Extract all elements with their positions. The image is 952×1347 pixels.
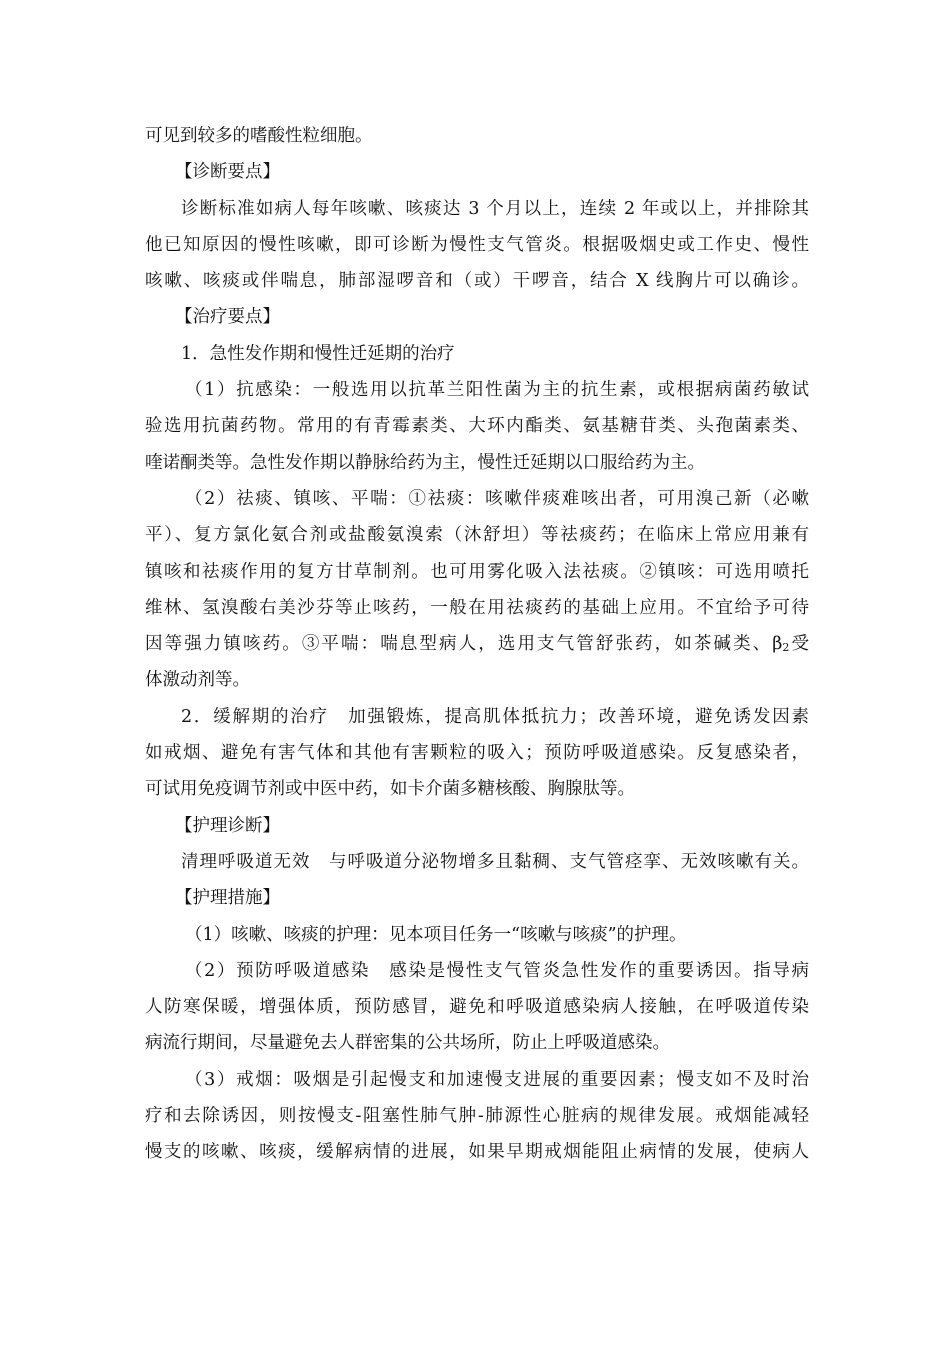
text-line-with-subscript (145, 626, 809, 662)
text-line: 人防寒保暖，增强体质，预防感冒，避免和呼吸道感染病人接触，在呼吸道传染 (145, 997, 809, 1018)
text-line: 2．缓解期的治疗 加强锻炼，提高肌体抵抗力；改善环境，避免诱发因素 (181, 706, 809, 727)
text-line: 慢支的咳嗽、咳痰，缓解病情的进展，如果早期戒烟能阻止病情的发展，使病人 (145, 1142, 809, 1163)
text-line: 病流行期间，尽量避免去人群密集的公共场所，防止上呼吸道感染。 (145, 1033, 670, 1054)
section-heading-nursing-diagnosis: 【护理诊断】 (175, 815, 280, 836)
text-line: 体激动剂等。 (145, 670, 250, 691)
text-line: （1）咳嗽、咳痰的护理：见本项目任务一“咳嗽与咳痰”的护理。 (185, 924, 687, 945)
text-segment: 受 (789, 634, 809, 655)
text-line: 他已知原因的慢性咳嗽，即可诊断为慢性支气管炎。根据吸烟史或工作史、慢性 (145, 234, 809, 255)
section-heading-treatment: 【治疗要点】 (175, 307, 280, 328)
text-line: 可试用免疫调节剂或中医中药，如卡介菌多糖核酸、胸腺肽等。 (145, 779, 635, 800)
text-line: （2）祛痰、镇咳、平喘：①祛痰：咳嗽伴痰难咳出者，可用溴己新（必嗽 (185, 488, 809, 509)
section-heading-diagnosis: 【诊断要点】 (175, 162, 280, 183)
text-segment: 因等强力镇咳药。③平喘：喘息型病人，选用支气管舒张药，如茶碱类、β (145, 634, 783, 655)
text-line: （3）戒烟：吸烟是引起慢支和加速慢支进展的重要因素；慢支如不及时治 (185, 1069, 809, 1090)
text-line: （1）抗感染：一般选用以抗革兰阳性菌为主的抗生素，或根据病菌药敏试 (185, 380, 809, 401)
text-line: （2）预防呼吸道感染 感染是慢性支气管炎急性发作的重要诱因。指导病 (185, 960, 809, 981)
text-line: 维林、氢溴酸右美沙芬等止咳药，一般在用祛痰药的基础上应用。不宜给予可待 (145, 597, 809, 618)
text-line: 平）、复方氯化氨合剂或盐酸氨溴索（沐舒坦）等祛痰药；在临床上常应用兼有 (145, 525, 809, 546)
section-heading-nursing-measures: 【护理措施】 (175, 888, 280, 909)
text-line: 疗和去除诱因，则按慢支-阻塞性肺气肿-肺源性心脏病的规律发展。戒烟能减轻 (145, 1106, 809, 1127)
text-line: 咳嗽、咳痰或伴喘息，肺部湿啰音和（或）干啰音，结合 X 线胸片可以确诊。 (145, 271, 809, 292)
text-line: 诊断标准如病人每年咳嗽、咳痰达 3 个月以上，连续 2 年或以上，并排除其 (181, 198, 809, 219)
text-line: 1．急性发作期和慢性迁延期的治疗 (181, 343, 455, 364)
text-line: 镇咳和祛痰作用的复方甘草制剂。也可用雾化吸入法祛痰。②镇咳：可选用喷托 (145, 561, 809, 582)
text-line: 喹诺酮类等。急性发作期以静脉给药为主，慢性迁延期以口服给药为主。 (145, 452, 705, 473)
subscript-two: 2 (782, 641, 790, 655)
text-line: 可见到较多的嗜酸性粒细胞。 (145, 126, 373, 146)
text-line: 如戒烟、避免有害气体和其他有害颗粒的吸入；预防呼吸道感染。反复感染者， (145, 743, 809, 764)
document-page (145, 118, 809, 1171)
text-line: 清理呼吸道无效 与呼吸道分泌物增多且黏稠、支气管痉挛、无效咳嗽有关。 (181, 851, 809, 872)
text-line: 验选用抗菌药物。常用的有青霉素类、大环内酯类、氨基糖苷类、头孢菌素类、 (145, 416, 809, 437)
